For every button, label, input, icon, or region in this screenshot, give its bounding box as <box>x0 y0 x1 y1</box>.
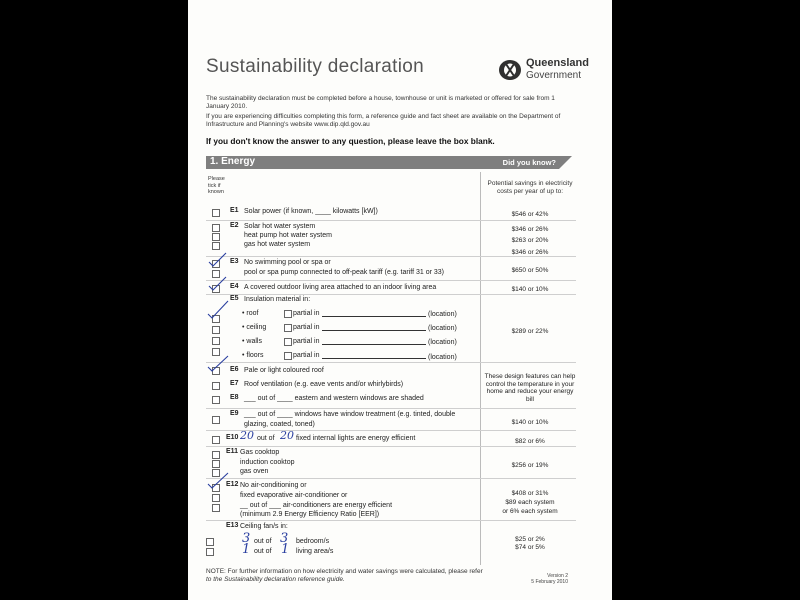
e10-out-of: out of <box>257 435 275 442</box>
e2-saving-1: $346 or 26% <box>511 226 549 233</box>
e13-living-out-of: out of <box>254 548 272 555</box>
e10-checkbox[interactable] <box>212 436 220 444</box>
e13-living-count: 1 <box>242 542 251 557</box>
e11-checkbox-induction[interactable] <box>212 460 220 468</box>
e12-code: E12 <box>226 481 239 488</box>
e5-walls-partial-label: partial in <box>293 338 320 345</box>
e13-saving-1: $25 or 2% <box>515 536 545 543</box>
e5-roof-partial-checkbox[interactable] <box>284 310 292 318</box>
e13-bedrooms-total: 3 <box>280 531 289 546</box>
e3-code: E3 <box>230 258 239 265</box>
e2-checkbox-heatpump[interactable] <box>212 233 220 241</box>
e13-living-checkbox[interactable] <box>206 548 214 556</box>
e5-ceiling-partial-checkbox[interactable] <box>284 324 292 332</box>
e2-saving-2: $263 or 20% <box>511 237 549 244</box>
e9-code: E9 <box>230 410 239 417</box>
e10-handwritten-count: 20 <box>240 429 254 442</box>
e5-walls-label: • walls <box>242 338 262 345</box>
column-divider <box>480 172 481 565</box>
version-date: 5 February 2010 <box>531 579 568 585</box>
e8-checkbox[interactable] <box>212 396 220 404</box>
page-title: Sustainability declaration <box>206 56 424 77</box>
e13-bedrooms-label: bedroom/s <box>296 538 330 545</box>
e6-label: Pale or light coloured roof <box>244 367 324 374</box>
e9-label-1: ___ out of ____ windows have window treatment (e.g. tinted, double <box>244 411 456 418</box>
logo-line-2: Government <box>526 70 582 81</box>
e5-floors-location-line[interactable] <box>322 358 426 359</box>
e13-code: E13 <box>226 522 239 529</box>
e2-saving-3: $346 or 26% <box>511 249 549 256</box>
e5-ceiling-location-label: (location) <box>428 325 457 332</box>
design-features-note: These design features can help control the temperature in your home and reduce your energy bill <box>484 373 576 403</box>
e5-label: Insulation material in: <box>244 296 311 303</box>
e5-floors-label: • floors <box>242 352 264 359</box>
intro-paragraph-1: The sustainability declaration must be completed before a house, townhouse or unit is marketed or offered for sale from 1 January 2010. <box>206 95 555 110</box>
e1-code: E1 <box>230 207 239 214</box>
e10-saving: $82 or 6% <box>515 438 545 445</box>
e3-label-2: pool or spa pump connected to off-peak tariff (e.g. tariff 31 or 33) <box>244 269 445 276</box>
e11-saving: $256 or 19% <box>511 462 549 469</box>
footer-note-line-2: to the Sustainability declaration reference guide. <box>206 575 345 583</box>
e12-label-4: (minimum 2.9 Energy Efficiency Ratio [EER]) <box>240 511 380 518</box>
e13-bedrooms-count: 3 <box>242 531 251 546</box>
e2-label-2: heat pump hot water system <box>244 232 332 239</box>
e9-label-2: glazing, coated, toned) <box>244 421 315 428</box>
e2-label-3: gas hot water system <box>244 241 311 248</box>
e5-tick-mark <box>206 300 230 320</box>
e12-checkbox-efficient[interactable] <box>212 504 220 512</box>
e3-saving: $650 or 50% <box>511 267 549 274</box>
e5-ceiling-location-line[interactable] <box>322 330 426 331</box>
e7-code: E7 <box>230 380 239 387</box>
e12-label-1: No air-conditioning or <box>240 482 307 489</box>
e11-label-1: Gas cooktop <box>240 449 280 456</box>
e12-label-2: fixed evaporative air-conditioner or <box>240 492 348 499</box>
e3-label-1: No swimming pool or spa or <box>244 259 331 266</box>
e1-label: Solar power (if known, ____ kilowatts [kW]) <box>244 208 378 215</box>
e5-walls-location-label: (location) <box>428 339 457 346</box>
e5-floors-partial-checkbox[interactable] <box>284 352 292 360</box>
e5-ceiling-label: • ceiling <box>242 324 267 331</box>
e7-label: Roof ventilation (e.g. eave vents and/or whirlybirds) <box>244 381 404 388</box>
did-you-know-label: Did you know? <box>502 158 556 167</box>
section-header-band <box>206 156 572 169</box>
e10-code: E10 <box>226 434 239 441</box>
e8-code: E8 <box>230 394 239 401</box>
e2-label-1: Solar hot water system <box>244 223 316 230</box>
e5-floors-location-label: (location) <box>428 354 457 361</box>
e12-saving-1: $408 or 31% <box>511 490 549 497</box>
e2-checkbox-solar[interactable] <box>212 224 220 232</box>
e11-label-2: induction cooktop <box>240 459 295 466</box>
e5-roof-location-line[interactable] <box>322 316 426 317</box>
e5-ceiling-checkbox[interactable] <box>212 326 220 334</box>
qld-government-logo <box>498 55 598 89</box>
footer-note-line-1: NOTE: For further information on how electricity and water savings were calculated, please refer <box>206 568 483 575</box>
e4-saving: $140 or 10% <box>511 286 549 293</box>
e5-roof-location-label: (location) <box>428 311 457 318</box>
e5-roof-label: • roof <box>242 310 259 317</box>
e13-label: Ceiling fan/s in: <box>240 523 288 530</box>
e5-saving: $289 or 22% <box>511 328 549 335</box>
e11-label-3: gas oven <box>240 468 269 475</box>
e2-checkbox-gas[interactable] <box>212 242 220 250</box>
e5-walls-partial-checkbox[interactable] <box>284 338 292 346</box>
e13-living-total: 1 <box>281 542 290 557</box>
e8-label: ___ out of ____ eastern and western windows are shaded <box>244 395 424 402</box>
version-info <box>518 573 568 585</box>
e2-code: E2 <box>230 222 239 229</box>
e1-checkbox[interactable] <box>212 209 220 217</box>
e12-saving-2: $89 each system <box>505 499 555 506</box>
e1-saving: $546 or 42% <box>511 211 549 218</box>
e11-checkbox-gas-cooktop[interactable] <box>212 451 220 459</box>
e11-code: E11 <box>226 448 239 455</box>
e5-walls-location-line[interactable] <box>322 344 426 345</box>
intro-paragraph-2: If you are experiencing difficulties completing this form, a reference guide and fact sheet are available on the Department of Infrastructure and Planning's website www.dip.qld.gov.au <box>206 113 561 128</box>
e5-code: E5 <box>230 295 239 302</box>
e4-tick-mark <box>206 276 228 292</box>
e13-bedrooms-checkbox[interactable] <box>206 538 214 546</box>
e12-label-3: __ out of ___ air-conditioners are energy efficient <box>240 502 393 509</box>
document-page <box>188 0 612 600</box>
e5-ceiling-partial-label: partial in <box>293 324 320 331</box>
e4-label: A covered outdoor living area attached to an indoor living area <box>244 284 437 291</box>
e13-bedrooms-out-of: out of <box>254 538 272 545</box>
e9-saving: $140 or 10% <box>511 419 549 426</box>
version-label: Version 2 <box>547 573 568 579</box>
e5-roof-partial-label: partial in <box>293 310 320 317</box>
e13-saving-2: $74 or 5% <box>515 544 545 551</box>
e6-tick-mark <box>206 355 230 373</box>
footer-note <box>206 568 506 583</box>
e7-checkbox[interactable] <box>212 382 220 390</box>
logo-line-1: Queensland <box>526 57 589 69</box>
savings-header: Potential savings in electricity costs per year of up to: <box>487 180 573 195</box>
please-tick-header: Please tick if known <box>208 176 225 195</box>
e10-handwritten-total: 20 <box>280 429 294 442</box>
crest-icon <box>498 58 522 82</box>
e9-checkbox[interactable] <box>212 416 220 424</box>
instruction-line: If you don't know the answer to any question, please leave the box blank. <box>206 136 495 146</box>
section-title: 1. Energy <box>210 156 256 167</box>
e6-code: E6 <box>230 366 239 373</box>
e5-walls-checkbox[interactable] <box>212 337 220 345</box>
e13-living-label: living area/s <box>296 548 334 555</box>
e5-floors-partial-label: partial in <box>293 352 320 359</box>
e12-checkbox-evaporative[interactable] <box>212 494 220 502</box>
e3-tick-mark <box>206 252 228 268</box>
e10-label: fixed internal lights are energy efficient <box>296 435 416 442</box>
e12-saving-3: or 6% each system <box>502 508 558 515</box>
e4-code: E4 <box>230 283 239 290</box>
